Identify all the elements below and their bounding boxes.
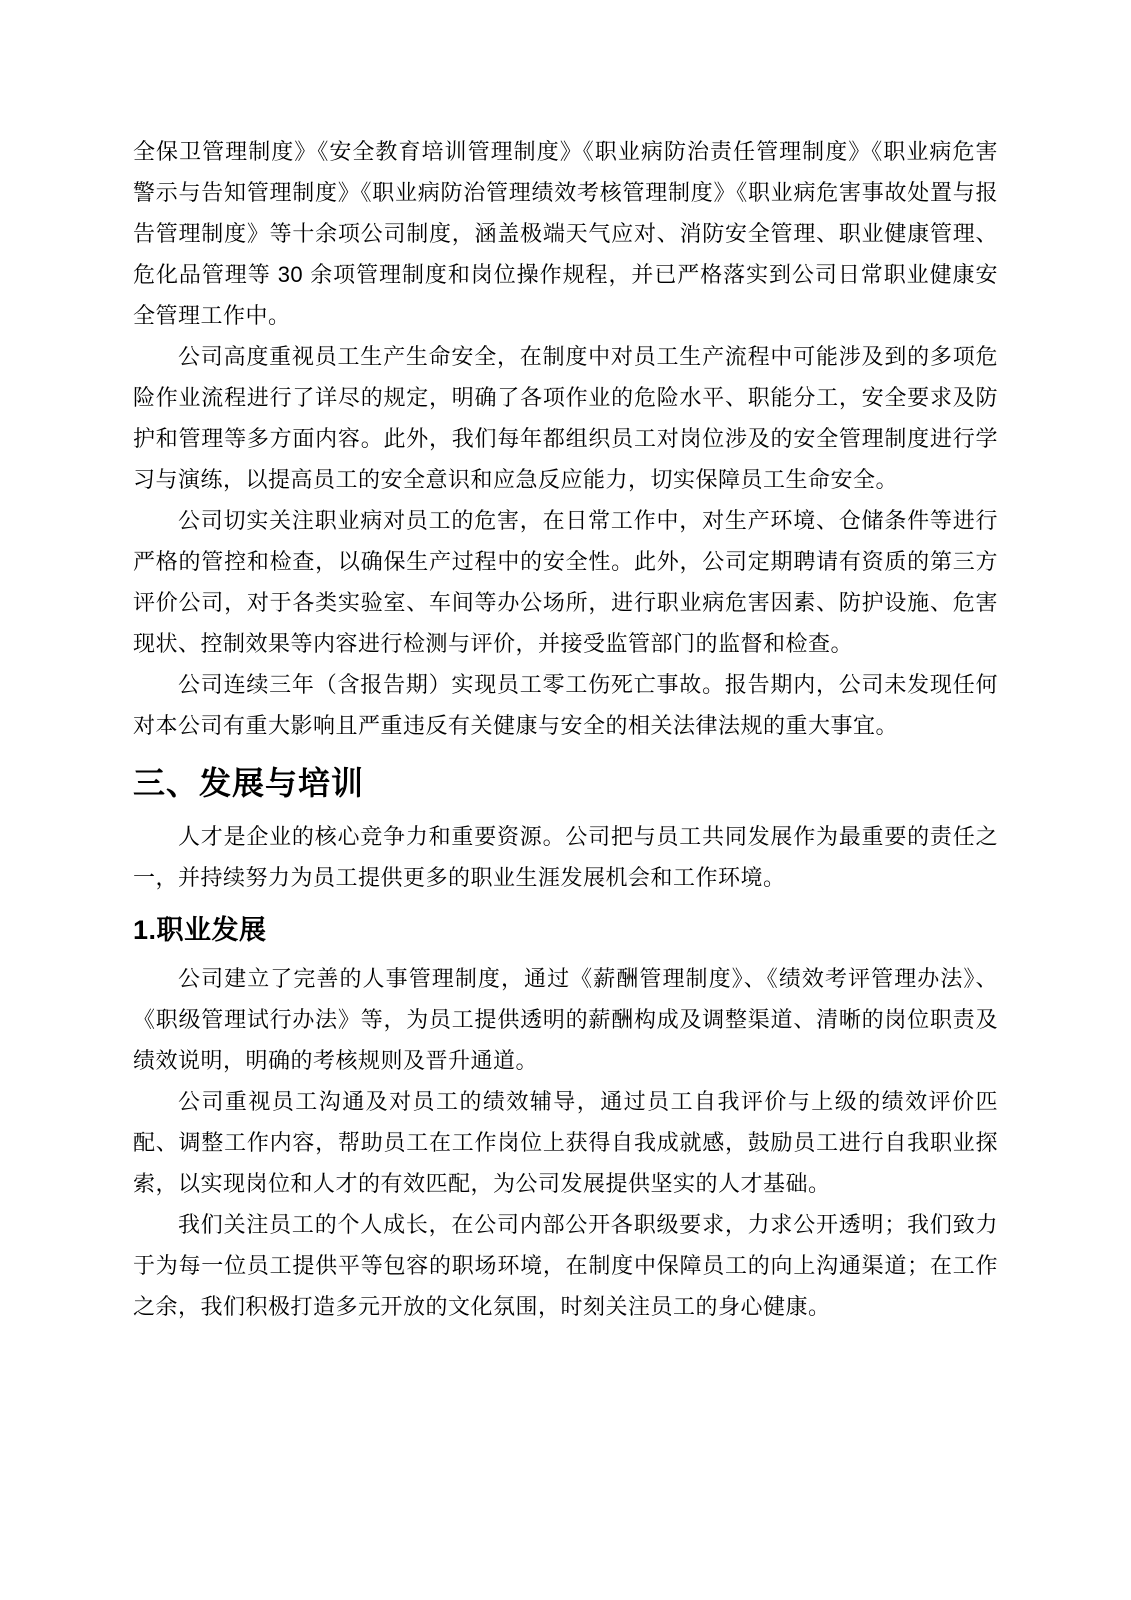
body-paragraph-hr-system: 公司建立了完善的人事管理制度，通过《薪酬管理制度》、《绩效考评管理办法》、《职级管理试行办法》等，为员工提供透明的薪酬构成及调整渠道、清晰的岗位职责及绩效说明，明确的考核规则及晋升通道。: [133, 966, 998, 1073]
body-paragraph-personal-growth: 我们关注员工的个人成长，在公司内部公开各职级要求，力求公开透明；我们致力于为每一位员工提供平等包容的职场环境，在制度中保障员工的向上沟通渠道；在工作之余，我们积极打造多元开放的文化氛围，时刻关注员工的身心健康。: [133, 1212, 998, 1319]
body-paragraph-continuation: 全保卫管理制度》《安全教育培训管理制度》《职业病防治责任管理制度》《职业病危害警示与告知管理制度》《职业病防治管理绩效考核管理制度》《职业病危害事故处置与报告管理制度》等十余项公司制度，涵盖极端天气应对、消防安全管理、职业健康管理、危化品管理等 30 余项管理制度和岗位操作规程，并已严格落实到公司日常职业健康安全管理工作中。: [133, 139, 998, 328]
body-paragraph-production-safety: 公司高度重视员工生产生命安全，在制度中对员工生产流程中可能涉及到的多项危险作业流程进行了详尽的规定，明确了各项作业的危险水平、职能分工，安全要求及防护和管理等多方面内容。此外，我们每年都组织员工对岗位涉及的安全管理制度进行学习与演练，以提高员工的安全意识和应急反应能力，切实保障员工生命安全。: [133, 344, 998, 492]
body-paragraph-zero-accident: 公司连续三年（含报告期）实现员工零工伤死亡事故。报告期内，公司未发现任何对本公司有重大影响且严重违反有关健康与安全的相关法律法规的重大事宜。: [133, 672, 998, 738]
body-paragraph-performance-coaching: 公司重视员工沟通及对员工的绩效辅导，通过员工自我评价与上级的绩效评价匹配、调整工作内容，帮助员工在工作岗位上获得自我成就感，鼓励员工进行自我职业探索，以实现岗位和人才的有效匹配，为公司发展提供坚实的人才基础。: [133, 1089, 998, 1196]
body-paragraph-talent-resource: 人才是企业的核心竞争力和重要资源。公司把与员工共同发展作为最重要的责任之一，并持续努力为员工提供更多的职业生涯发展机会和工作环境。: [133, 824, 998, 890]
body-paragraph-occupational-disease: 公司切实关注职业病对员工的危害，在日常工作中，对生产环境、仓储条件等进行严格的管控和检查，以确保生产过程中的安全性。此外，公司定期聘请有资质的第三方评价公司，对于各类实验室、车间等办公场所，进行职业病危害因素、防护设施、危害现状、控制效果等内容进行检测与评价，并接受监管部门的监督和检查。: [133, 508, 998, 656]
subsection-heading-career-development: 1.职业发展: [133, 915, 267, 945]
section-heading-development-and-training: 三、发展与培训: [133, 765, 365, 801]
